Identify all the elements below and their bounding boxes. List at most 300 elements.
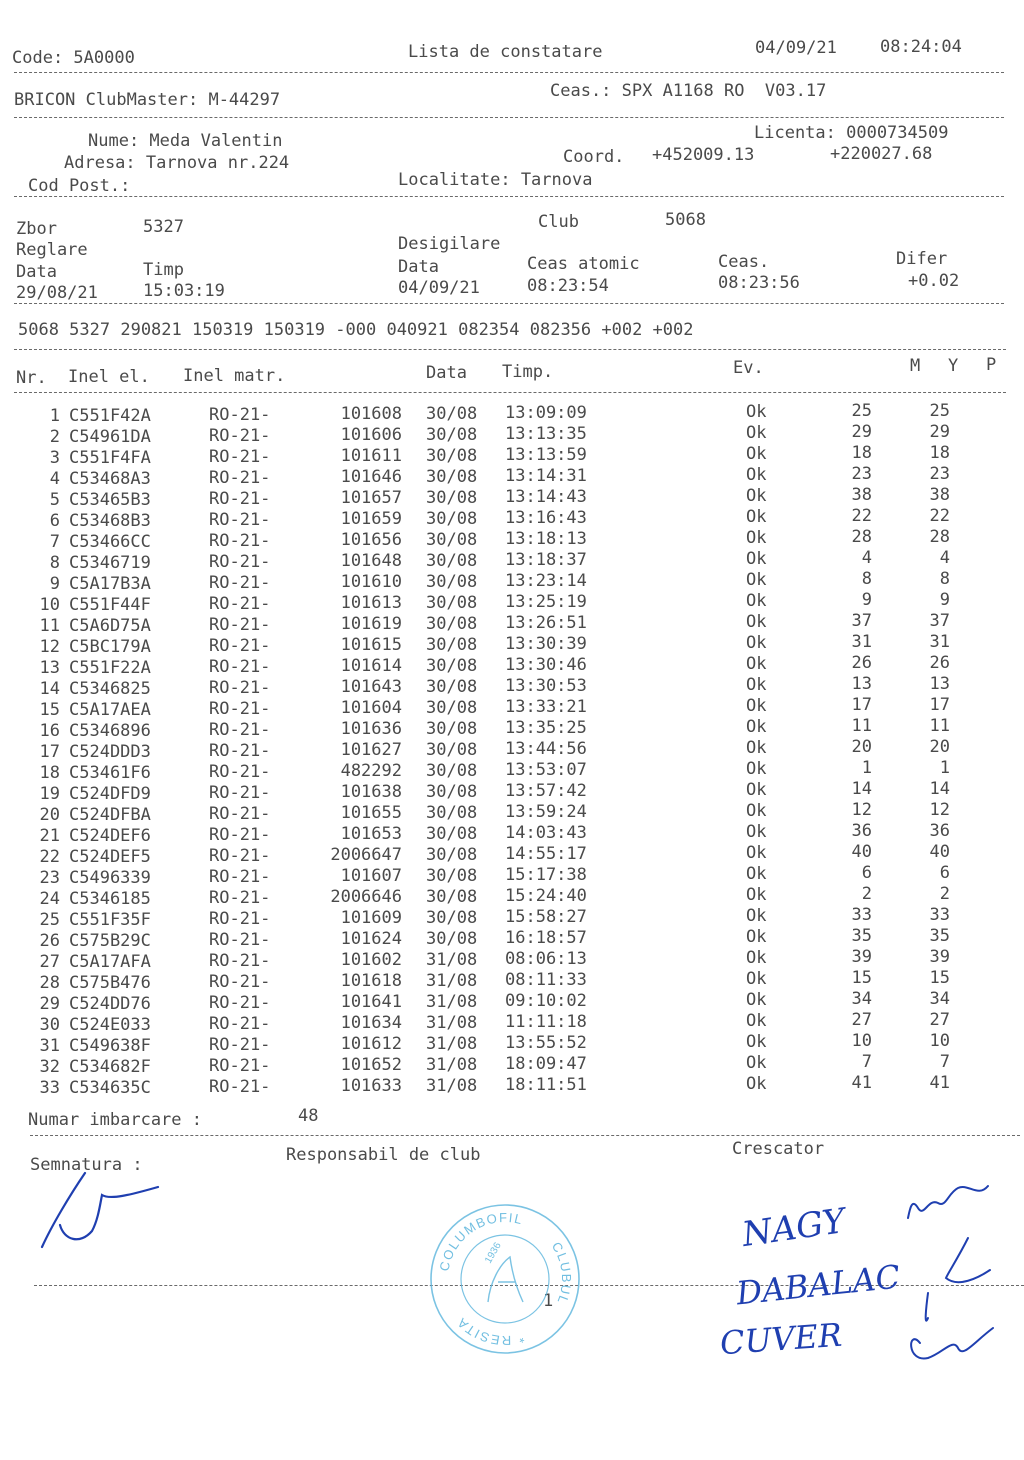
row-y: 2 <box>939 884 950 905</box>
row-y: 38 <box>929 485 950 506</box>
row-m: 31 <box>851 632 872 653</box>
row-time: 13:30:39 <box>505 634 587 655</box>
desigilare-label: Desigilare <box>398 234 501 254</box>
row-y: 37 <box>929 611 950 632</box>
row-m: 22 <box>851 506 872 527</box>
row-ring-electronic: C524DEF5 <box>69 846 151 867</box>
svg-text:COLUMBOFIL: COLUMBOFIL <box>436 1209 525 1273</box>
row-y: 34 <box>929 989 950 1010</box>
reglare-date: 29/08/21 <box>16 283 98 303</box>
reglare-time: 15:03:19 <box>143 281 225 301</box>
row-time: 14:03:43 <box>505 823 587 844</box>
difference-value: +0.02 <box>908 271 960 291</box>
row-ring-prefix: RO-21- <box>209 489 271 510</box>
row-date: 30/08 <box>426 529 478 550</box>
handwritten-name-1: NAGY <box>739 1201 848 1255</box>
row-time: 13:25:19 <box>505 592 587 613</box>
row-time: 08:06:13 <box>505 949 587 970</box>
row-m: 40 <box>851 842 872 863</box>
row-date: 30/08 <box>426 802 478 823</box>
owner-name: Nume: Meda Valentin <box>88 131 283 151</box>
row-ring-prefix: RO-21- <box>209 531 271 552</box>
row-date: 31/08 <box>426 991 478 1012</box>
row-time: 13:44:56 <box>505 739 587 760</box>
row-ring-electronic: C53468B3 <box>69 510 151 531</box>
row-m: 6 <box>861 863 872 884</box>
handwritten-name-2: DABALAC <box>734 1257 902 1313</box>
row-ring-prefix: RO-21- <box>209 762 271 783</box>
row-nr: 26 <box>39 931 60 952</box>
row-ring-matricol: 2006647 <box>330 845 402 866</box>
row-ring-electronic: C5A17B3A <box>69 573 151 594</box>
row-ring-prefix: RO-21- <box>209 1077 271 1098</box>
row-event: Ok <box>746 569 767 590</box>
breeder-signature-scribble <box>898 1178 1008 1378</box>
row-date: 31/08 <box>426 1054 478 1075</box>
club-label: Club <box>538 212 579 232</box>
row-event: Ok <box>746 422 767 443</box>
row-time: 11:11:18 <box>505 1012 587 1033</box>
row-date: 30/08 <box>426 571 478 592</box>
row-m: 4 <box>861 548 872 569</box>
row-date: 30/08 <box>426 928 478 949</box>
row-event: Ok <box>746 1073 767 1094</box>
row-event: Ok <box>746 821 767 842</box>
row-ring-prefix: RO-21- <box>209 657 271 678</box>
row-time: 13:26:51 <box>505 613 587 634</box>
row-ring-matricol: 101602 <box>340 950 402 971</box>
row-date: 30/08 <box>426 697 478 718</box>
row-y: 33 <box>929 905 950 926</box>
row-ring-prefix: RO-21- <box>209 573 271 594</box>
row-time: 13:30:53 <box>505 676 587 697</box>
row-ring-matricol: 101659 <box>340 509 402 530</box>
row-ring-matricol: 101653 <box>340 824 402 845</box>
flight-label: Zbor <box>16 219 57 239</box>
owner-postal: Cod Post.: <box>28 176 131 196</box>
divider <box>14 72 1004 73</box>
row-ring-prefix: RO-21- <box>209 888 271 909</box>
divider <box>14 349 1006 350</box>
row-time: 13:18:37 <box>505 550 587 571</box>
row-time: 13:57:42 <box>505 781 587 802</box>
row-nr: 19 <box>39 784 60 805</box>
row-nr: 24 <box>39 889 60 910</box>
row-date: 30/08 <box>426 592 478 613</box>
flight-code-line: 5068 5327 290821 150319 150319 -000 040921 082354 082356 +002 +002 <box>18 320 694 340</box>
row-nr: 27 <box>39 952 60 973</box>
row-ring-matricol: 101638 <box>340 782 402 803</box>
row-ring-matricol: 101646 <box>340 467 402 488</box>
row-time: 16:18:57 <box>505 928 587 949</box>
row-ring-prefix: RO-21- <box>209 510 271 531</box>
row-event: Ok <box>746 884 767 905</box>
row-time: 13:55:52 <box>505 1033 587 1054</box>
row-ring-prefix: RO-21- <box>209 825 271 846</box>
row-nr: 9 <box>49 574 60 595</box>
row-y: 4 <box>939 548 950 569</box>
row-ring-prefix: RO-21- <box>209 426 271 447</box>
row-nr: 31 <box>39 1036 60 1057</box>
row-ring-prefix: RO-21- <box>209 636 271 657</box>
column-p: P <box>986 355 997 375</box>
coord-longitude: +220027.68 <box>830 144 933 164</box>
row-m: 20 <box>851 737 872 758</box>
row-event: Ok <box>746 401 767 422</box>
row-event: Ok <box>746 695 767 716</box>
row-ring-matricol: 101604 <box>340 698 402 719</box>
row-m: 39 <box>851 947 872 968</box>
atomic-clock-label: Ceas atomic <box>527 254 640 274</box>
row-y: 35 <box>929 926 950 947</box>
row-ring-matricol: 101633 <box>340 1076 402 1097</box>
row-ring-electronic: C5A17AFA <box>69 951 151 972</box>
clock-label: Ceas.: SPX A1168 RO V03.17 <box>550 81 827 101</box>
row-time: 09:10:02 <box>505 991 587 1012</box>
row-ring-matricol: 101613 <box>340 593 402 614</box>
locality-label: Localitate: Tarnova <box>398 170 593 190</box>
row-ring-electronic: C524E033 <box>69 1014 151 1035</box>
row-date: 31/08 <box>426 949 478 970</box>
row-date: 31/08 <box>426 1012 478 1033</box>
row-ring-matricol: 101634 <box>340 1013 402 1034</box>
row-m: 28 <box>851 527 872 548</box>
row-nr: 5 <box>49 490 60 511</box>
row-y: 12 <box>929 800 950 821</box>
row-ring-electronic: C53461F6 <box>69 762 151 783</box>
divider <box>14 303 1004 304</box>
row-date: 30/08 <box>426 634 478 655</box>
row-event: Ok <box>746 905 767 926</box>
row-event: Ok <box>746 863 767 884</box>
row-y: 10 <box>929 1031 950 1052</box>
row-time: 13:13:35 <box>505 424 587 445</box>
row-ring-electronic: C575B476 <box>69 972 151 993</box>
row-event: Ok <box>746 779 767 800</box>
row-ring-electronic: C549638F <box>69 1035 151 1056</box>
row-event: Ok <box>746 653 767 674</box>
row-ring-prefix: RO-21- <box>209 615 271 636</box>
row-ring-electronic: C551F35F <box>69 909 151 930</box>
row-ring-prefix: RO-21- <box>209 678 271 699</box>
row-ring-electronic: C524DFBA <box>69 804 151 825</box>
row-event: Ok <box>746 590 767 611</box>
row-m: 17 <box>851 695 872 716</box>
row-event: Ok <box>746 443 767 464</box>
row-date: 30/08 <box>426 508 478 529</box>
row-y: 13 <box>929 674 950 695</box>
row-event: Ok <box>746 800 767 821</box>
row-date: 30/08 <box>426 823 478 844</box>
club-number: 5068 <box>665 210 706 230</box>
row-event: Ok <box>746 464 767 485</box>
row-ring-prefix: RO-21- <box>209 993 271 1014</box>
row-event: Ok <box>746 737 767 758</box>
row-ring-prefix: RO-21- <box>209 699 271 720</box>
row-y: 28 <box>929 527 950 548</box>
row-y: 18 <box>929 443 950 464</box>
row-m: 18 <box>851 443 872 464</box>
coord-latitude: +452009.13 <box>652 145 755 165</box>
row-ring-electronic: C5346896 <box>69 720 151 741</box>
boarding-count-label: Numar imbarcare : <box>28 1110 202 1130</box>
row-date: 30/08 <box>426 865 478 886</box>
row-event: Ok <box>746 947 767 968</box>
row-ring-electronic: C524DFD9 <box>69 783 151 804</box>
row-m: 11 <box>851 716 872 737</box>
row-ring-electronic: C5346719 <box>69 552 151 573</box>
row-ring-electronic: C524DEF6 <box>69 825 151 846</box>
row-ring-matricol: 101607 <box>340 866 402 887</box>
license-label: Licenta: 0000734509 <box>754 123 949 143</box>
row-nr: 6 <box>49 511 60 532</box>
row-ring-matricol: 101606 <box>340 425 402 446</box>
row-ring-electronic: C53468A3 <box>69 468 151 489</box>
header-date: 04/09/21 <box>755 38 837 58</box>
row-m: 13 <box>851 674 872 695</box>
row-y: 7 <box>939 1052 950 1073</box>
row-event: Ok <box>746 989 767 1010</box>
row-nr: 20 <box>39 805 60 826</box>
row-m: 8 <box>861 569 872 590</box>
software-label: BRICON ClubMaster: M-44297 <box>14 90 281 110</box>
row-ring-electronic: C551F44F <box>69 594 151 615</box>
row-time: 13:35:25 <box>505 718 587 739</box>
row-y: 8 <box>939 569 950 590</box>
row-date: 30/08 <box>426 781 478 802</box>
row-ring-prefix: RO-21- <box>209 447 271 468</box>
row-ring-prefix: RO-21- <box>209 846 271 867</box>
row-y: 25 <box>929 401 950 422</box>
column-time: Timp. <box>502 362 554 382</box>
row-ring-prefix: RO-21- <box>209 1014 271 1035</box>
atomic-clock-time: 08:23:54 <box>527 276 609 296</box>
row-date: 31/08 <box>426 1075 478 1096</box>
row-ring-matricol: 101652 <box>340 1055 402 1076</box>
row-ring-matricol: 101611 <box>340 446 402 467</box>
row-ring-electronic: C534682F <box>69 1056 151 1077</box>
row-y: 23 <box>929 464 950 485</box>
row-nr: 1 <box>49 406 60 427</box>
row-date: 30/08 <box>426 403 478 424</box>
column-ring-matricol: Inel matr. <box>183 366 286 386</box>
row-ring-matricol: 101636 <box>340 719 402 740</box>
row-ring-electronic: C524DDD3 <box>69 741 151 762</box>
row-ring-matricol: 101648 <box>340 551 402 572</box>
row-event: Ok <box>746 758 767 779</box>
row-time: 13:33:21 <box>505 697 587 718</box>
row-event: Ok <box>746 674 767 695</box>
row-nr: 30 <box>39 1015 60 1036</box>
clock-column-label: Ceas. <box>718 252 770 272</box>
row-date: 30/08 <box>426 550 478 571</box>
row-y: 40 <box>929 842 950 863</box>
row-m: 41 <box>851 1073 872 1094</box>
row-event: Ok <box>746 842 767 863</box>
divider <box>14 196 1004 197</box>
row-y: 6 <box>939 863 950 884</box>
row-nr: 23 <box>39 868 60 889</box>
row-y: 29 <box>929 422 950 443</box>
row-time: 13:13:59 <box>505 445 587 466</box>
svg-text:CLUBUL: CLUBUL <box>548 1239 575 1308</box>
row-y: 20 <box>929 737 950 758</box>
row-y: 22 <box>929 506 950 527</box>
row-event: Ok <box>746 926 767 947</box>
row-m: 10 <box>851 1031 872 1052</box>
row-event: Ok <box>746 968 767 989</box>
column-nr: Nr. <box>16 368 47 388</box>
difference-label: Difer <box>896 249 948 269</box>
row-time: 13:18:13 <box>505 529 587 550</box>
table-row <box>0 1073 1024 1099</box>
boarding-count-value: 48 <box>298 1106 319 1126</box>
row-ring-prefix: RO-21- <box>209 1056 271 1077</box>
row-time: 13:14:43 <box>505 487 587 508</box>
row-time: 13:09:09 <box>505 403 587 424</box>
row-nr: 21 <box>39 826 60 847</box>
row-ring-prefix: RO-21- <box>209 552 271 573</box>
row-ring-matricol: 101656 <box>340 530 402 551</box>
row-ring-electronic: C5346825 <box>69 678 151 699</box>
row-time: 13:53:07 <box>505 760 587 781</box>
row-m: 38 <box>851 485 872 506</box>
row-y: 14 <box>929 779 950 800</box>
row-m: 7 <box>861 1052 872 1073</box>
document-title: Lista de constatare <box>408 42 603 62</box>
row-y: 1 <box>939 758 950 779</box>
row-nr: 16 <box>39 721 60 742</box>
row-ring-matricol: 101619 <box>340 614 402 635</box>
row-date: 31/08 <box>426 1033 478 1054</box>
row-ring-matricol: 101643 <box>340 677 402 698</box>
row-ring-matricol: 101610 <box>340 572 402 593</box>
row-date: 31/08 <box>426 970 478 991</box>
row-event: Ok <box>746 506 767 527</box>
row-nr: 3 <box>49 448 60 469</box>
row-time: 13:23:14 <box>505 571 587 592</box>
row-time: 08:11:33 <box>505 970 587 991</box>
row-ring-prefix: RO-21- <box>209 1035 271 1056</box>
code-label: Code: 5A0000 <box>12 48 135 68</box>
row-nr: 15 <box>39 700 60 721</box>
row-nr: 12 <box>39 637 60 658</box>
row-event: Ok <box>746 485 767 506</box>
row-ring-matricol: 101627 <box>340 740 402 761</box>
club-stamp <box>428 1202 583 1357</box>
row-nr: 7 <box>49 532 60 553</box>
row-ring-electronic: C524DD76 <box>69 993 151 1014</box>
row-date: 30/08 <box>426 613 478 634</box>
row-nr: 8 <box>49 553 60 574</box>
row-ring-matricol: 101618 <box>340 971 402 992</box>
row-nr: 22 <box>39 847 60 868</box>
row-time: 13:59:24 <box>505 802 587 823</box>
row-event: Ok <box>746 1031 767 1052</box>
signature-scribble <box>30 1165 170 1255</box>
row-m: 15 <box>851 968 872 989</box>
row-time: 13:14:31 <box>505 466 587 487</box>
row-ring-electronic: C53465B3 <box>69 489 151 510</box>
row-ring-electronic: C5A6D75A <box>69 615 151 636</box>
row-date: 30/08 <box>426 760 478 781</box>
row-ring-matricol: 101657 <box>340 488 402 509</box>
row-m: 1 <box>861 758 872 779</box>
row-ring-prefix: RO-21- <box>209 783 271 804</box>
row-m: 35 <box>851 926 872 947</box>
row-nr: 33 <box>39 1078 60 1099</box>
row-ring-prefix: RO-21- <box>209 909 271 930</box>
row-ring-prefix: RO-21- <box>209 405 271 426</box>
row-ring-electronic: C5496339 <box>69 867 151 888</box>
row-y: 27 <box>929 1010 950 1031</box>
row-nr: 13 <box>39 658 60 679</box>
row-ring-matricol: 101612 <box>340 1034 402 1055</box>
row-ring-electronic: C551F4FA <box>69 447 151 468</box>
column-m: M <box>910 356 921 376</box>
reglare-date-label: Data <box>16 262 57 282</box>
divider <box>14 117 1004 118</box>
column-y: Y <box>948 356 959 376</box>
row-m: 9 <box>861 590 872 611</box>
row-ring-prefix: RO-21- <box>209 951 271 972</box>
signature-label: Semnatura : <box>30 1155 143 1175</box>
row-date: 30/08 <box>426 424 478 445</box>
row-date: 30/08 <box>426 844 478 865</box>
row-m: 37 <box>851 611 872 632</box>
row-m: 33 <box>851 905 872 926</box>
row-ring-matricol: 101615 <box>340 635 402 656</box>
reglare-label: Reglare <box>16 240 88 260</box>
row-ring-matricol: 101608 <box>340 404 402 425</box>
row-nr: 18 <box>39 763 60 784</box>
row-event: Ok <box>746 548 767 569</box>
row-event: Ok <box>746 632 767 653</box>
row-ring-matricol: 482292 <box>340 761 402 782</box>
row-m: 25 <box>851 401 872 422</box>
row-date: 30/08 <box>426 718 478 739</box>
row-ring-electronic: C5BC179A <box>69 636 151 657</box>
row-ring-electronic: C53466CC <box>69 531 151 552</box>
svg-text:* RESITA: * RESITA <box>453 1314 526 1349</box>
row-m: 29 <box>851 422 872 443</box>
row-time: 15:17:38 <box>505 865 587 886</box>
row-ring-prefix: RO-21- <box>209 972 271 993</box>
row-nr: 10 <box>39 595 60 616</box>
row-m: 34 <box>851 989 872 1010</box>
row-ring-prefix: RO-21- <box>209 930 271 951</box>
row-date: 30/08 <box>426 907 478 928</box>
row-y: 41 <box>929 1073 950 1094</box>
row-date: 30/08 <box>426 739 478 760</box>
row-ring-matricol: 101614 <box>340 656 402 677</box>
row-event: Ok <box>746 527 767 548</box>
row-ring-prefix: RO-21- <box>209 468 271 489</box>
divider <box>30 1135 1020 1136</box>
row-y: 15 <box>929 968 950 989</box>
row-time: 18:09:47 <box>505 1054 587 1075</box>
row-ring-prefix: RO-21- <box>209 741 271 762</box>
row-date: 30/08 <box>426 886 478 907</box>
row-nr: 25 <box>39 910 60 931</box>
row-ring-matricol: 101641 <box>340 992 402 1013</box>
row-ring-matricol: 101609 <box>340 908 402 929</box>
page-number: 1 <box>543 1291 554 1311</box>
row-ring-matricol: 101624 <box>340 929 402 950</box>
row-time: 14:55:17 <box>505 844 587 865</box>
row-nr: 2 <box>49 427 60 448</box>
row-ring-prefix: RO-21- <box>209 720 271 741</box>
